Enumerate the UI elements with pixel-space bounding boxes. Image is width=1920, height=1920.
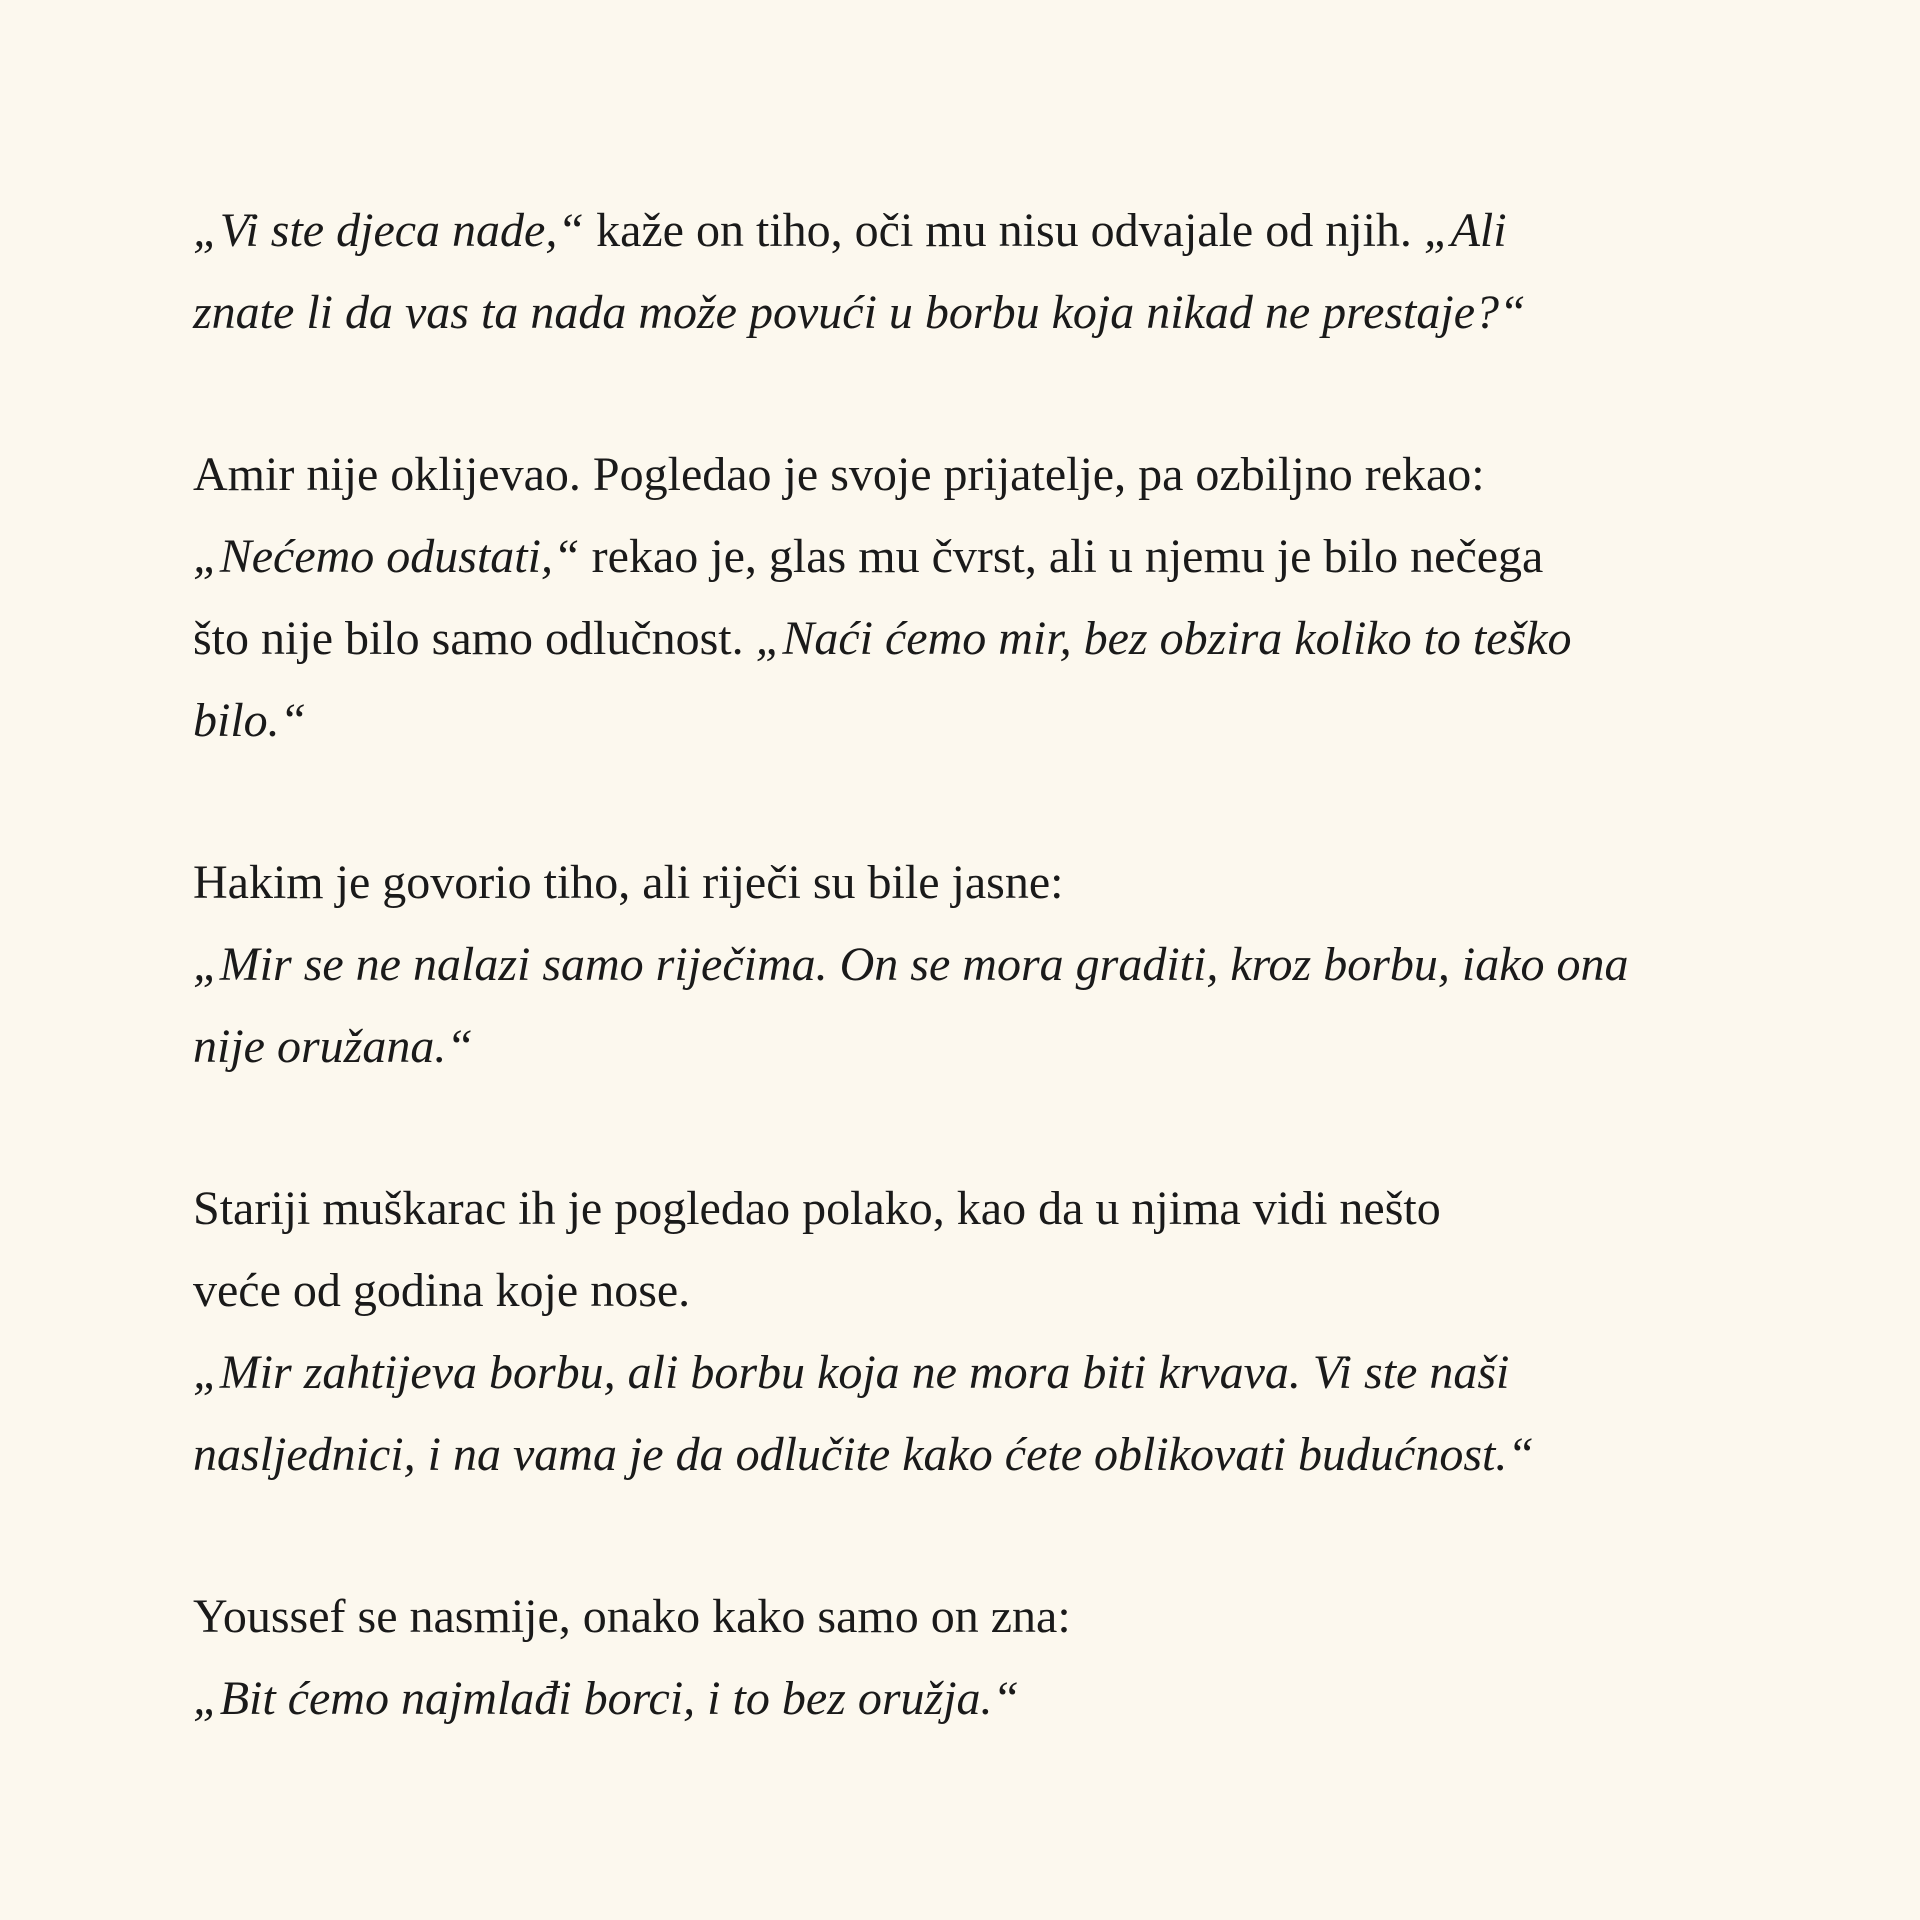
text-line <box>193 924 1753 1006</box>
text-line <box>193 598 1753 680</box>
quote-text: „Mir zahtijeva borbu, ali borbu koja ne mora biti krvava. Vi ste naši <box>193 1346 1510 1399</box>
text-line <box>193 1006 1753 1088</box>
paragraph-2 <box>193 434 1753 762</box>
text-line <box>193 272 1753 354</box>
narration-text: Youssef se nasmije, onako kako samo on zna: <box>193 1590 1071 1643</box>
paragraph-3 <box>193 842 1753 1088</box>
quote-text: „Bit ćemo najmlađi borci, i to bez oružja.“ <box>193 1672 1020 1725</box>
narration-text: kaže on tiho, oči mu nisu odvajale od njih. <box>584 204 1424 257</box>
text-line <box>193 1168 1753 1250</box>
text-line <box>193 1414 1753 1496</box>
text-line <box>193 680 1753 762</box>
paragraph-1 <box>193 190 1753 354</box>
paragraph-5 <box>193 1576 1753 1740</box>
quote-text: nije oružana.“ <box>193 1020 474 1073</box>
text-line <box>193 1250 1753 1332</box>
text-line <box>193 842 1753 924</box>
narration-text: Hakim je govorio tiho, ali riječi su bile jasne: <box>193 856 1064 909</box>
page-text <box>193 190 1753 1820</box>
quote-text: „Naći ćemo mir, bez obzira koliko to teško <box>755 612 1572 665</box>
narration-text: veće od godina koje nose. <box>193 1264 691 1317</box>
quote-text: „Mir se ne nalazi samo riječima. On se mora graditi, kroz borbu, iako ona <box>193 938 1629 991</box>
quote-text: nasljednici, i na vama je da odlučite kako ćete oblikovati budućnost.“ <box>193 1428 1535 1481</box>
narration-text: Stariji muškarac ih je pogledao polako, kao da u njima vidi nešto <box>193 1182 1441 1235</box>
quote-text: „Nećemo odustati,“ <box>193 530 580 583</box>
narration-text: što nije bilo samo odlučnost. <box>193 612 756 665</box>
narration-text: Amir nije oklijevao. Pogledao je svoje prijatelje, pa ozbiljno rekao: <box>193 448 1485 501</box>
text-line <box>193 434 1753 516</box>
narration-text: rekao je, glas mu čvrst, ali u njemu je bilo nečega <box>579 530 1544 583</box>
quote-text: „Ali <box>1423 204 1507 257</box>
text-line <box>193 1332 1753 1414</box>
text-line <box>193 516 1753 598</box>
paragraph-4 <box>193 1168 1753 1496</box>
quote-text: znate li da vas ta nada može povući u borbu koja nikad ne prestaje?“ <box>193 286 1526 339</box>
text-line <box>193 1576 1753 1658</box>
quote-text: „Vi ste djeca nade,“ <box>193 204 585 257</box>
text-line <box>193 190 1753 272</box>
text-line <box>193 1658 1753 1740</box>
quote-text: bilo.“ <box>193 694 307 747</box>
